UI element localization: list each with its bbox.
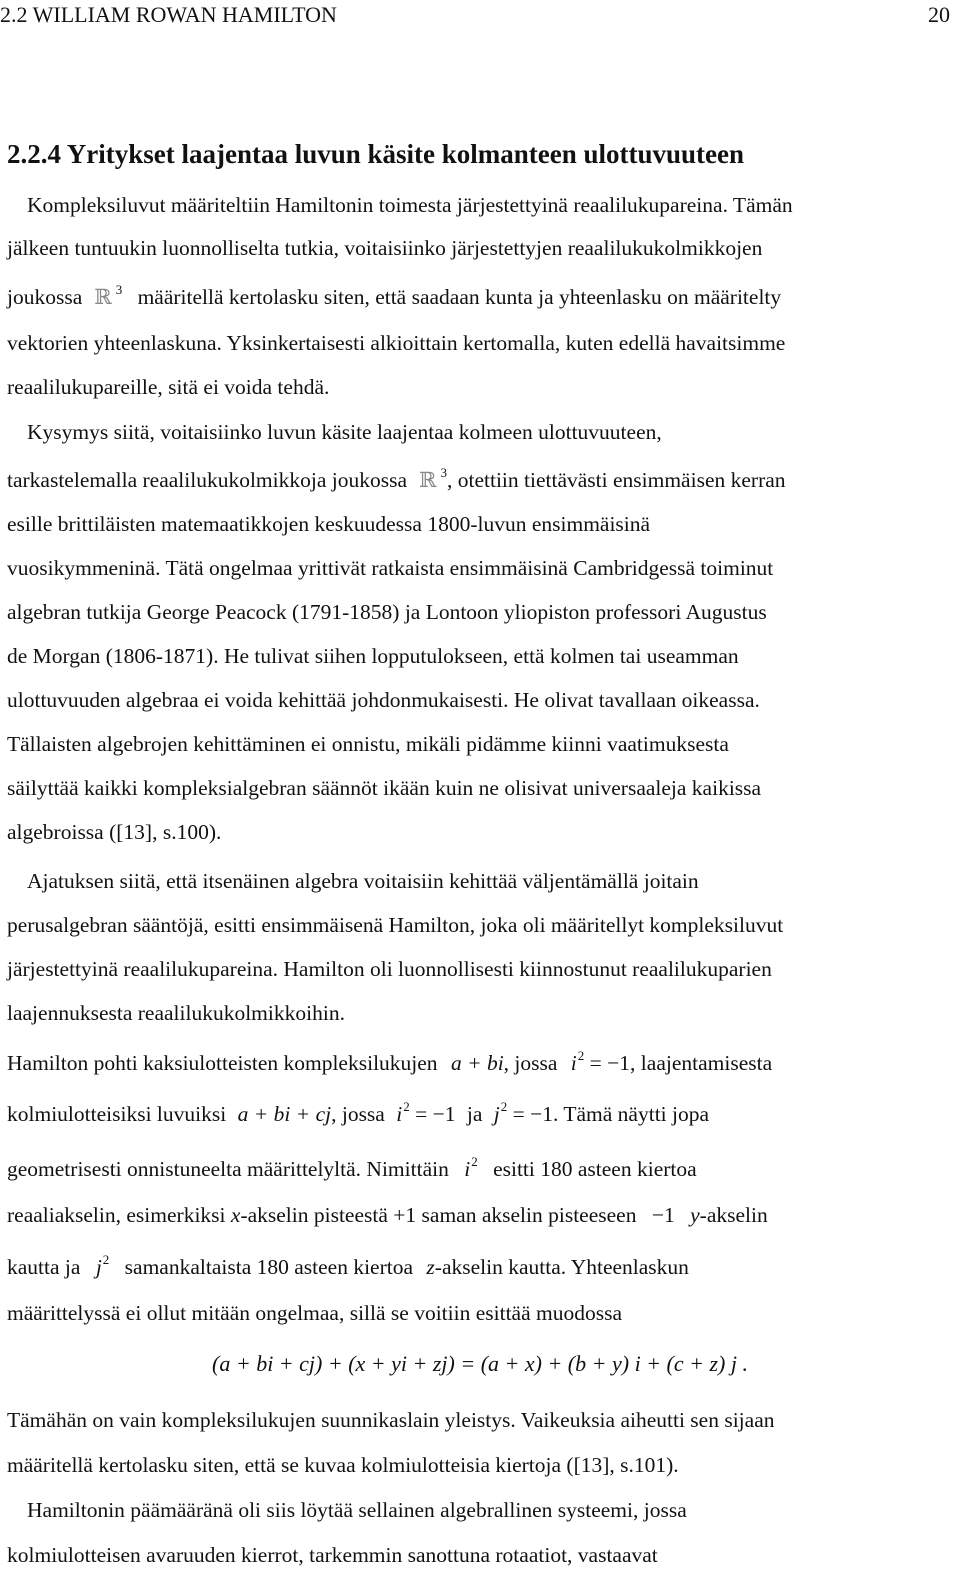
text-span: -akselin pisteestä +1 saman akselin pisteeseen [240,1203,637,1227]
paragraph-line: vektorien yhteenlaskuna. Yksinkertaisesti alkioittain kertomalla, kuten edellä havaitsimme [7,331,786,355]
math-variable: i [464,1157,471,1181]
paragraph-line: säilyttää kaikki kompleksialgebran säännöt ikään kuin ne olisivat universaaleja kaikissa [7,776,762,800]
real-numbers-symbol: ℝ [419,468,437,492]
paragraph-line [7,1252,689,1285]
paragraph-line: algebroissa ([13], s.100). [7,820,222,844]
paragraph-line [7,282,781,315]
math-expression: −1 [651,1203,675,1227]
text-span: , laajentamisesta [630,1051,773,1075]
display-formula: (a + bi + cj) + (x + yi + zj) = (a + x) + (b + y) i + (c + z) j . [212,1351,748,1376]
paragraph-line [7,1048,772,1081]
math-variable: i [396,1102,403,1126]
paragraph-line: reaalilukupareille, sitä ei voida tehdä. [7,375,330,399]
math-expression: = −1 [589,1051,631,1075]
chapter-header-title: 2.2 WILLIAM ROWAN HAMILTON [0,2,337,27]
paragraph-line: laajennuksesta reaalilukukolmikkoihin. [7,1001,345,1025]
text-span: -akselin kautta. Yhteenlaskun [434,1255,689,1279]
superscript: 2 [102,1252,110,1267]
superscript: 2 [403,1099,410,1114]
paragraph-line [7,465,786,498]
paragraph-line: jälkeen tuntuukin luonnolliselta tutkia, voitaisiinko järjestettyjen reaalilukukolmikkojen [7,236,763,260]
paragraph-line: Tällaisten algebrojen kehittäminen ei onnistu, mikäli pidämme kiinni vaatimuksesta [7,732,729,756]
text-span: . Tämä näytti jopa [553,1102,710,1126]
superscript: 2 [500,1099,508,1114]
text-span: reaaliakselin, esimerkiksi [7,1203,226,1227]
math-expression: a + bi + cj [237,1102,332,1126]
text-span: kolmiulotteisiksi luvuiksi [7,1102,227,1126]
math-expression: = −1 [415,1102,456,1126]
superscript: 2 [577,1048,585,1063]
math-expression: = −1 [512,1102,553,1126]
text-span: Hamilton pohti kaksiulotteisten kompleksilukujen [7,1051,438,1075]
paragraph-line [7,1099,709,1132]
math-variable: j [95,1255,102,1279]
math-variable: x [230,1203,241,1227]
paragraph-line: ulottuvuuden algebraa ei voida kehittää johdonmukaisesti. He olivat tavallaan oikeassa. [7,688,760,712]
text-span: joukossa [7,285,83,309]
paragraph-line: määrittelyssä ei ollut mitään ongelmaa, sillä se voitiin esittää muodossa [7,1301,622,1325]
paragraph-line [7,1154,697,1187]
math-variable: j [493,1102,500,1126]
text-span: ja [466,1102,483,1126]
paragraph-line: de Morgan (1806-1871). He tulivat siihen lopputulokseen, että kolmen tai useamman [7,644,739,668]
math-expression: a + bi [450,1051,504,1075]
superscript: 3 [440,465,447,480]
paragraph-line: algebran tutkija George Peacock (1791-1858) ja Lontoon yliopiston professori Augustus [7,600,767,624]
superscript: 2 [471,1154,478,1169]
paragraph-line: Hamiltonin päämääränä oli siis löytää sellainen algebrallinen systeemi, jossa [27,1498,687,1522]
text-span: määritellä kertolasku siten, että saadaan kunta ja yhteenlasku on määritelty [137,285,782,309]
section-heading: 2.2.4 Yritykset laajentaa luvun käsite kolmanteen ulottuvuuteen [7,139,745,169]
text-span: kautta ja [7,1255,81,1279]
paragraph-line: Kompleksiluvut määriteltiin Hamiltonin toimesta järjestettyinä reaalilukupareina. Tämän [27,193,793,217]
text-span: , jossa [331,1102,385,1126]
math-variable: y [690,1203,700,1227]
paragraph-line: määritellä kertolasku siten, että se kuvaa kolmiulotteisia kiertoja ([13], s.101). [7,1453,679,1477]
text-span: tarkastelemalla reaalilukukolmikkoja joukossa [7,468,408,492]
running-header [0,0,950,34]
text-span: samankaltaista 180 asteen kiertoa [124,1255,414,1279]
text-span: , jossa [503,1051,558,1075]
real-numbers-symbol: ℝ [94,285,112,309]
text-span: , otettiin tiettävästi ensimmäisen kerran [446,468,786,492]
paragraph-line [7,1200,768,1230]
paragraph-line: perusalgebran sääntöjä, esitti ensimmäisenä Hamilton, joka oli määritellyt kompleksiluvut [7,913,784,937]
math-variable: z [426,1255,435,1279]
paragraph-line: vuosikymmeninä. Tätä ongelmaa yrittivät ratkaista ensimmäisinä Cambridgessä toiminut [7,556,774,580]
paragraph-line: järjestettyinä reaalilukupareina. Hamilton oli luonnollisesti kiinnostunut reaalilukuparien [7,957,772,981]
text-span: geometrisesti onnistuneelta määrittelyltä. Nimittäin [7,1157,449,1181]
paragraph-line: Ajatuksen siitä, että itsenäinen algebra voitaisiin kehittää väljentämällä joitain [27,869,699,893]
text-span: -akselin [699,1203,768,1227]
text-span: esitti 180 asteen kiertoa [493,1157,697,1181]
math-variable: i [570,1051,577,1075]
superscript: 3 [115,282,123,297]
page-number: 20 [928,2,950,27]
paragraph-line: esille brittiläisten matemaatikkojen keskuudessa 1800-luvun ensimmäisinä [7,512,651,536]
paragraph-line: kolmiulotteisen avaruuden kierrot, tarkemmin sanottuna rotaatiot, vastaavat [7,1543,658,1567]
paragraph-line: Kysymys siitä, voitaisiinko luvun käsite laajentaa kolmeen ulottuvuuteen, [27,420,662,444]
paragraph-line: Tämähän on vain kompleksilukujen suunnikaslain yleistys. Vaikeuksia aiheutti sen sijaan [7,1408,775,1432]
